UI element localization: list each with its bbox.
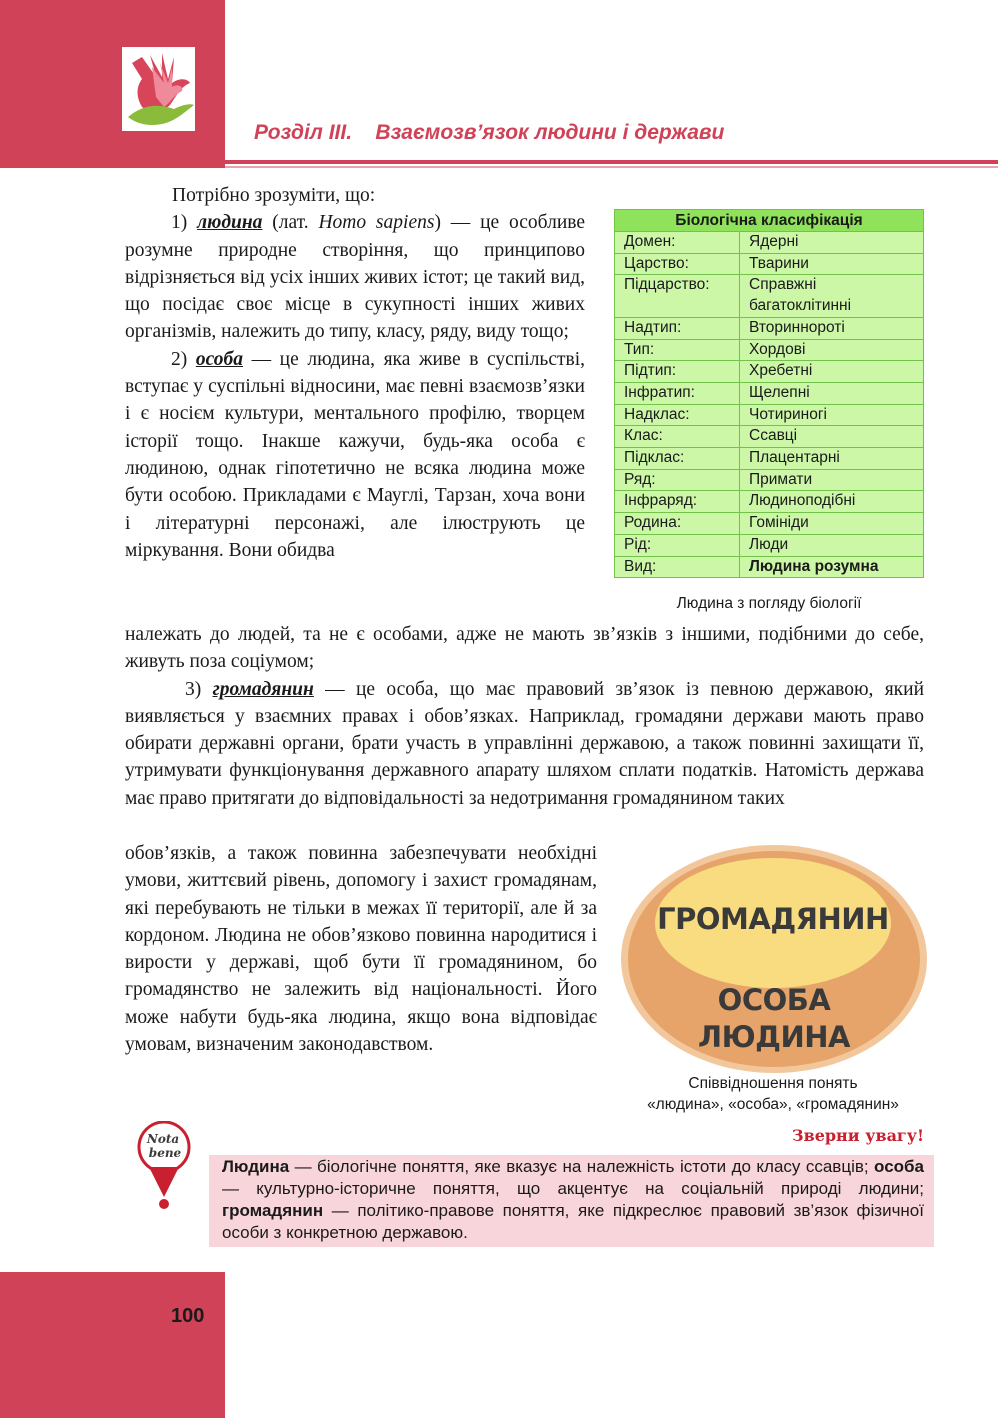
term-osoba: особа [195,348,243,370]
taxon-value: Щелепні [740,382,924,404]
nota-bene-icon [135,1121,195,1211]
table-row [615,232,924,254]
paragraph-2-continued: належать до людей, та не є особами, адже не мають зв’язків з іншими, подібними до себе, живуть поза соціумом; [125,624,924,673]
page-number: 100 [171,1305,205,1327]
taxon-rank: Підтип: [615,361,740,383]
table-row [615,534,924,556]
taxon-rank: Надклас: [615,404,740,426]
taxon-value: Людиноподібні [740,491,924,513]
diagram-caption [614,1073,932,1115]
note-term-osoba: особа [874,1157,924,1176]
note-text-2: — культурно-історичне поняття, що акцентує на соціальній природі людини; [222,1179,924,1198]
biological-classification-table [614,209,924,578]
taxon-value: Примати [740,469,924,491]
nota-text: Nota [146,1132,180,1146]
chapter-title: Взаємозв’язок людини і держави [375,121,725,144]
table-title: Біологічна класифікація [615,210,924,232]
taxon-rank: Інфраряд: [615,491,740,513]
intro-line: Потрібно зрозуміти, що: [172,185,376,206]
table-row [615,448,924,470]
table-caption: Людина з погляду біології [676,595,862,612]
taxon-value: Чотириногі [740,404,924,426]
note-term-lyudyna: Людина [222,1157,290,1176]
paragraph-1-text: ) — це особливе розумне природне створіння, що принципово відрізняється від усіх інших живих істот; це такий вид, що посідає своє місце в сукупності інших живих організмів, належить до типу, класу, ряду, виду тощо; [125,212,586,343]
note-text-3: — політико-правове поняття, яке підкреслює правовий зв’язок фізичної особи з конкретною державою. [222,1201,924,1242]
taxon-rank: Надтип: [615,317,740,339]
taxon-value: Вториннороті [740,317,924,339]
diagram-caption-line2: «людина», «особа», «громадянин» [647,1096,899,1113]
table-row [615,426,924,448]
bene-text: bene [148,1146,182,1160]
footer-band [0,1272,225,1418]
paragraph-3-continued: обов’язків, а також повинна забезпечувати необхідні умови, життєвий рівень, допомогу і захист громадянам, які перебувають не тільки в межах її території, але й за кордоном. Людина не обов’язково повинна народитися і вирости у державі, щоб бути її громадянином, бо громадянство не залежить від національності. Його може набути будь-яка людина, якщо вона відповідає умовам, визначеним законодавством. [125,843,597,1056]
taxon-rank: Родина: [615,513,740,535]
paragraph-2 [125,346,585,564]
table-row [615,275,924,317]
chapter-logo [122,47,195,131]
table-row [615,382,924,404]
latin-prefix: (лат. [272,212,309,234]
header-rule [225,160,998,164]
taxon-rank: Підцарство: [615,275,740,317]
paragraph-3-text: — це особа, що має правовий зв’язок із певною державою, який виявляється у взаємних правах і обов’язках. Наприклад, громадяни держави мають право обирати державні органи, брати участь в управлінні державою, а також повинні захищати її, утримувати функціонування державного апарату шляхом сплати податків. Натомість держава має право притягати до відповідальності за недотримання громадянином таких [125,678,925,809]
taxon-rank: Підклас: [615,448,740,470]
taxon-value: Ядерні [740,232,924,254]
header-rule-thin [225,166,998,168]
paragraph-3 [125,676,924,812]
taxon-value: Справжні багатоклітинні [740,275,924,317]
diagram-label-hromadianyn: ГРОМАДЯНИН [657,902,889,936]
paragraph-2-text: — це людина, яка живе в суспільстві, вступає у суспільні відносини, має певні взаємозв’язки і є носієм культури, ментального профілю, творцем історії тощо. Інакше кажучи, будь-яка особа є людиною, однак гіпотетично не всяка людина може бути особою. Прикладами є Мауглі, Тарзан, хоча вони і літературні персонажі, але ілюструють це міркування. Вони обидва [125,348,585,561]
chapter-label: Розділ ІІІ. [254,121,353,144]
diagram-label-osoba: ОСОБА [717,983,831,1017]
note-text-1: — біологічне поняття, яке вказує на належність істоти до класу ссавців; [289,1157,875,1176]
taxon-rank: Ряд: [615,469,740,491]
table-row [615,404,924,426]
term-lyudyna: людина [197,212,263,234]
taxon-value: Ссавці [740,426,924,448]
diagram-label-lyudyna: ЛЮДИНА [698,1020,850,1054]
taxon-rank: Домен: [615,232,740,254]
table-row [615,253,924,275]
taxon-value: Хордові [740,339,924,361]
note-term-hromadianyn: громадянин [222,1201,324,1220]
taxon-value: Хребетні [740,361,924,383]
text-full-width [125,621,924,812]
term-hromadianyn: громадянин [212,678,314,700]
taxon-value: Людина розумна [740,556,924,578]
taxon-value: Люди [740,534,924,556]
chapter-heading [254,121,724,145]
table-row [615,469,924,491]
table-body [615,232,924,578]
taxon-rank: Інфратип: [615,382,740,404]
taxon-value: Плацентарні [740,448,924,470]
text-column-top [125,182,585,564]
taxon-rank: Клас: [615,426,740,448]
diagram-caption-line1: Співвідношення понять [688,1075,858,1092]
table-row [615,317,924,339]
taxon-value: Тварини [740,253,924,275]
table-row [615,339,924,361]
table-row [615,361,924,383]
taxon-rank: Тип: [615,339,740,361]
note-box [209,1155,934,1247]
note-heading: Зверни увагу! [792,1126,924,1145]
text-column-bottom [125,840,597,1058]
taxon-rank: Рід: [615,534,740,556]
table-row [615,491,924,513]
item-number: 3) [185,678,202,700]
table-row [615,556,924,578]
taxon-rank: Царство: [615,253,740,275]
taxon-rank: Вид: [615,556,740,578]
taxon-value: Гомініди [740,513,924,535]
item-number: 1) [171,212,188,234]
item-number: 2) [171,348,188,370]
latin-name: Homo sapiens [318,212,435,234]
paragraph-1 [125,209,585,345]
table-row [615,513,924,535]
